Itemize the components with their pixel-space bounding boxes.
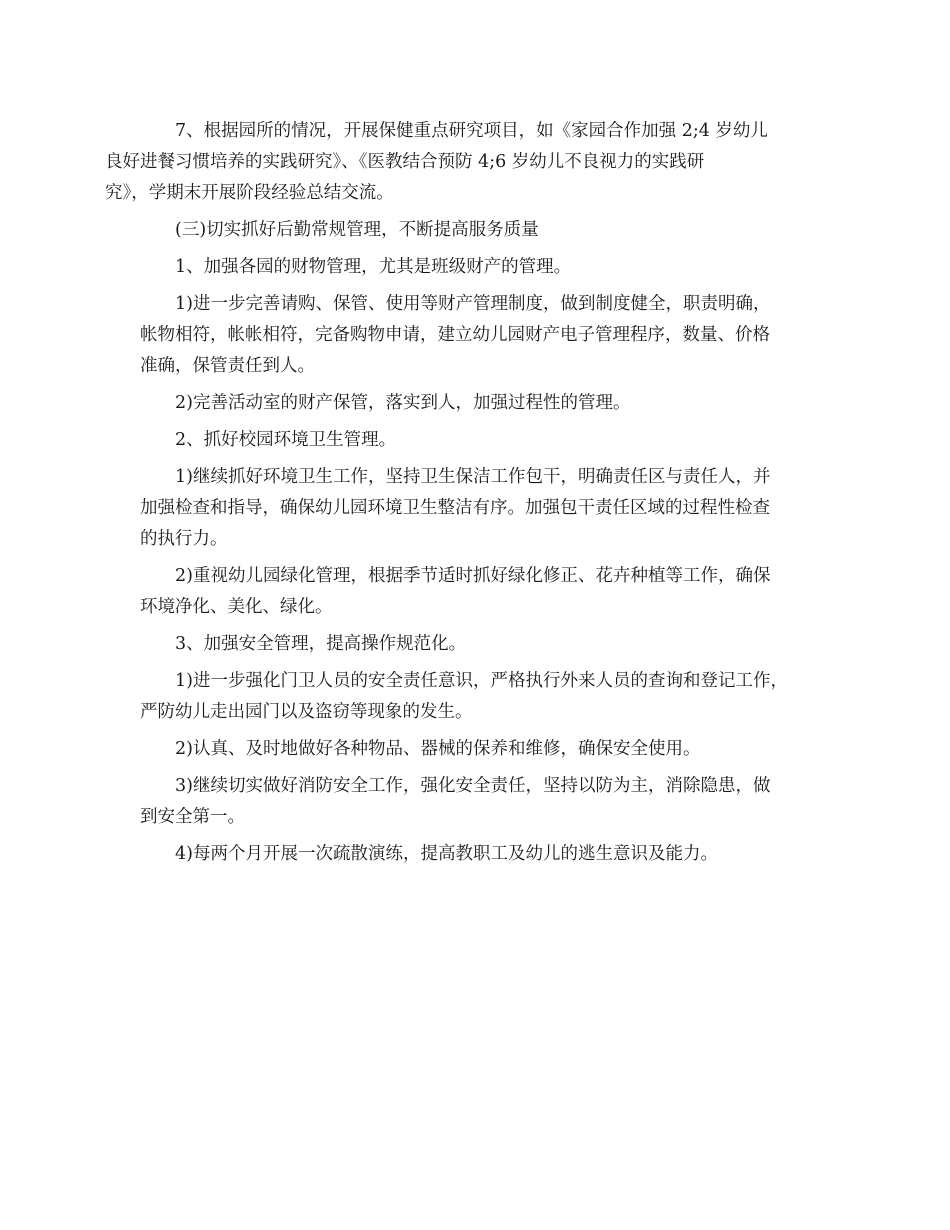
- text-line: 1)进一步完善请购、保管、使用等财产管理制度，做到制度健全，职责明确，: [175, 294, 771, 314]
- text-line: 1)继续抓好环境卫生工作，坚持卫生保洁工作包干，明确责任区与责任人，并: [175, 467, 771, 487]
- text-line: 1)进一步强化门卫人员的安全责任意识，严格执行外来人员的查询和登记工作，: [175, 671, 788, 691]
- paragraph-equipment-maintenance: [140, 734, 840, 765]
- text-line: 4)每两个月开展一次疏散演练，提高教职工及幼儿的逃生意识及能力。: [175, 844, 718, 864]
- text-line: 帐物相符，帐帐相符，完备购物申请，建立幼儿园财产电子管理程序，数量、价格: [140, 325, 770, 345]
- text-line: 7、根据园所的情况，开展保健重点研究项目，如《家园合作加强 2;4 岁幼儿: [175, 121, 768, 141]
- paragraph-environment-hygiene: [140, 425, 840, 456]
- paragraph-activity-room: [140, 388, 840, 419]
- text-line: 1、加强各园的财物管理，尤其是班级财产的管理。: [175, 257, 572, 277]
- text-line: 的执行力。: [140, 529, 228, 549]
- paragraph-evacuation-drill: [140, 839, 840, 870]
- paragraph-fire-safety: [140, 771, 840, 833]
- text-line: 3)继续切实做好消防安全工作，强化安全责任，坚持以防为主，消除隐患，做: [175, 776, 771, 796]
- text-line: (三)切实抓好后勤常规管理，不断提高服务质量: [175, 220, 539, 240]
- paragraph-guard-safety: [140, 666, 840, 728]
- text-line: 到安全第一。: [140, 807, 245, 827]
- text-line: 良好进餐习惯培养的实践研究》、《医教结合预防 4;6 岁幼儿不良视力的实践研: [105, 152, 705, 172]
- section-heading-logistics: [140, 215, 840, 246]
- document-body: [105, 116, 840, 876]
- text-line: 3、加强安全管理，提高操作规范化。: [175, 634, 467, 654]
- text-line: 准确，保管责任到人。: [140, 356, 315, 376]
- paragraph-safety-management: [140, 629, 840, 660]
- paragraph-research-projects: [105, 116, 840, 209]
- text-line: 2)重视幼儿园绿化管理，根据季节适时抓好绿化修正、花卉种植等工作，确保: [175, 566, 771, 586]
- paragraph-greening: [140, 561, 840, 623]
- text-line: 2)认真、及时地做好各种物品、器械的保养和维修，确保安全使用。: [175, 739, 701, 759]
- text-line: 2、抓好校园环境卫生管理。: [175, 430, 397, 450]
- text-line: 加强检查和指导，确保幼儿园环境卫生整洁有序。加强包干责任区域的过程性检查: [140, 498, 770, 518]
- text-line: 严防幼儿走出园门以及盗窃等现象的发生。: [140, 702, 473, 722]
- text-line: 环境净化、美化、绿化。: [140, 597, 333, 617]
- paragraph-property-system: [140, 289, 840, 382]
- text-line: 2)完善活动室的财产保管，落实到人，加强过程性的管理。: [175, 393, 631, 413]
- paragraph-property-management: [140, 252, 840, 283]
- paragraph-hygiene-work: [140, 462, 840, 555]
- text-line: 究》，学期末开展阶段经验总结交流。: [105, 183, 394, 203]
